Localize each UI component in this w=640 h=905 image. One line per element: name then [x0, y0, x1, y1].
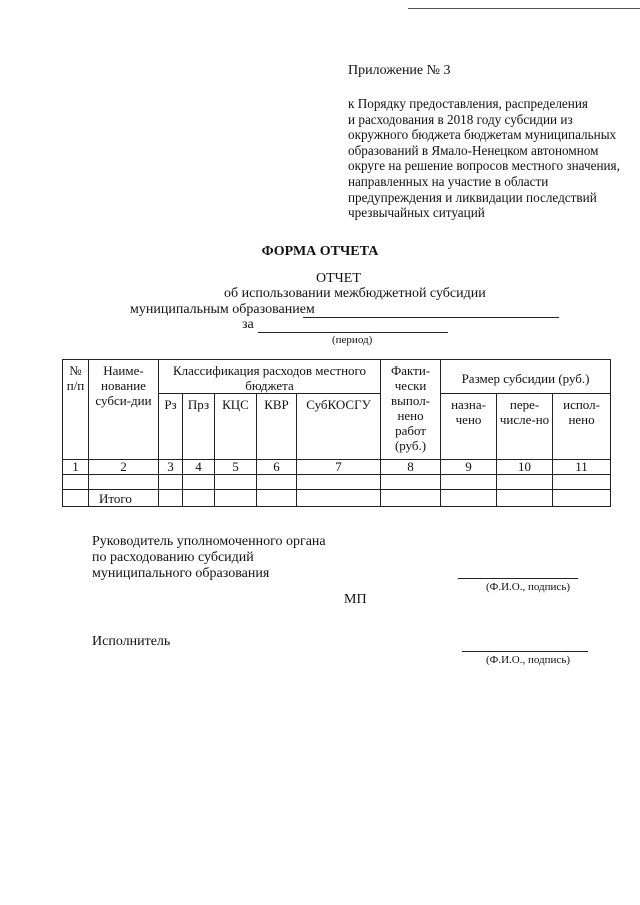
- executor-label: Исполнитель: [92, 634, 171, 649]
- table-cell[interactable]: [215, 490, 257, 507]
- header-subsidy-name: Наиме-нование субси-дии: [89, 360, 159, 460]
- table-cell[interactable]: [257, 490, 297, 507]
- header-assigned: назна-чено: [441, 394, 497, 460]
- table-cell[interactable]: [257, 475, 297, 490]
- executor-signature-field[interactable]: [462, 651, 588, 652]
- total-row: [63, 490, 611, 507]
- table-cell[interactable]: [183, 490, 215, 507]
- head-signature-line: Руководитель уполномоченного органа: [92, 534, 326, 549]
- appendix-title: Приложение № 3: [348, 63, 451, 78]
- header-prz: Прз: [183, 394, 215, 460]
- order-line: к Порядку предоставления, распределения: [348, 96, 588, 111]
- col-number: 6: [257, 460, 297, 475]
- table-cell[interactable]: [553, 475, 611, 490]
- table-row: [63, 475, 611, 490]
- table-cell[interactable]: [441, 490, 497, 507]
- header-executed: испол-нено: [553, 394, 611, 460]
- table-cell[interactable]: [381, 475, 441, 490]
- col-number: 9: [441, 460, 497, 475]
- period-caption: (период): [332, 334, 373, 346]
- header-kcs: КЦС: [215, 394, 257, 460]
- col-number: 4: [183, 460, 215, 475]
- table-cell[interactable]: [497, 475, 553, 490]
- order-line: и расходования в 2018 году субсидии из: [348, 111, 573, 127]
- table-cell[interactable]: [381, 490, 441, 507]
- period-prefix: за: [242, 317, 254, 332]
- col-number: 11: [553, 460, 611, 475]
- order-line: окружного бюджета бюджетам муниципальных: [348, 127, 617, 143]
- col-number: 10: [497, 460, 553, 475]
- header-subkosgu: СубКОСГУ: [297, 394, 381, 460]
- executor-fio-caption: (Ф.И.О., подпись): [486, 654, 570, 666]
- stamp-label: МП: [344, 592, 367, 607]
- order-line: предупреждения и ликвидации последствий: [348, 189, 597, 205]
- header-kvr: КВР: [257, 394, 297, 460]
- table-cell[interactable]: [89, 475, 159, 490]
- table-cell[interactable]: [297, 490, 381, 507]
- header-classification: Классификация расходов местного бюджета: [159, 360, 381, 394]
- table-cell[interactable]: [297, 475, 381, 490]
- table-cell: [63, 490, 89, 507]
- col-number: 2: [89, 460, 159, 475]
- order-reference: [348, 96, 620, 221]
- column-number-row: [63, 460, 611, 475]
- col-number: 7: [297, 460, 381, 475]
- col-number: 1: [63, 460, 89, 475]
- order-line: чрезвычайных ситуаций: [348, 205, 485, 221]
- report-subtitle: об использовании межбюджетной субсидии: [224, 286, 486, 301]
- head-signature-line: муниципального образования: [92, 566, 270, 581]
- header-rz: Рз: [159, 394, 183, 460]
- col-number: 3: [159, 460, 183, 475]
- municipality-field[interactable]: [303, 317, 559, 318]
- header-actually-done: Факти-чески выпол-нено работ (руб.): [381, 360, 441, 460]
- head-signature-line: по расходованию субсидий: [92, 550, 254, 565]
- table-cell[interactable]: [159, 490, 183, 507]
- table-cell[interactable]: [497, 490, 553, 507]
- col-number: 5: [215, 460, 257, 475]
- order-line: образований в Ямало-Ненецком автономном: [348, 142, 599, 158]
- total-label: Итого: [89, 490, 159, 507]
- header-transferred: пере-числе-но: [497, 394, 553, 460]
- form-title: ФОРМА ОТЧЕТА: [261, 244, 379, 259]
- col-number: 8: [381, 460, 441, 475]
- municipality-label: муниципальным образованием: [130, 302, 315, 317]
- table-cell[interactable]: [553, 490, 611, 507]
- period-field[interactable]: [258, 332, 448, 333]
- table-cell[interactable]: [441, 475, 497, 490]
- header-number: № п/п: [63, 360, 89, 460]
- order-line: округе на решение вопросов местного значения,: [348, 158, 620, 174]
- table-cell[interactable]: [159, 475, 183, 490]
- order-line: направленных на участие в области: [348, 173, 549, 189]
- top-edge-line: [408, 8, 640, 9]
- head-signature-block: [92, 534, 326, 582]
- header-subsidy-size: Размер субсидии (руб.): [441, 360, 611, 394]
- head-fio-caption: (Ф.И.О., подпись): [486, 581, 570, 593]
- report-title: ОТЧЕТ: [316, 271, 361, 286]
- head-signature-field[interactable]: [458, 578, 578, 579]
- table-cell[interactable]: [215, 475, 257, 490]
- table-cell[interactable]: [63, 475, 89, 490]
- report-table: [62, 359, 611, 507]
- table-cell[interactable]: [183, 475, 215, 490]
